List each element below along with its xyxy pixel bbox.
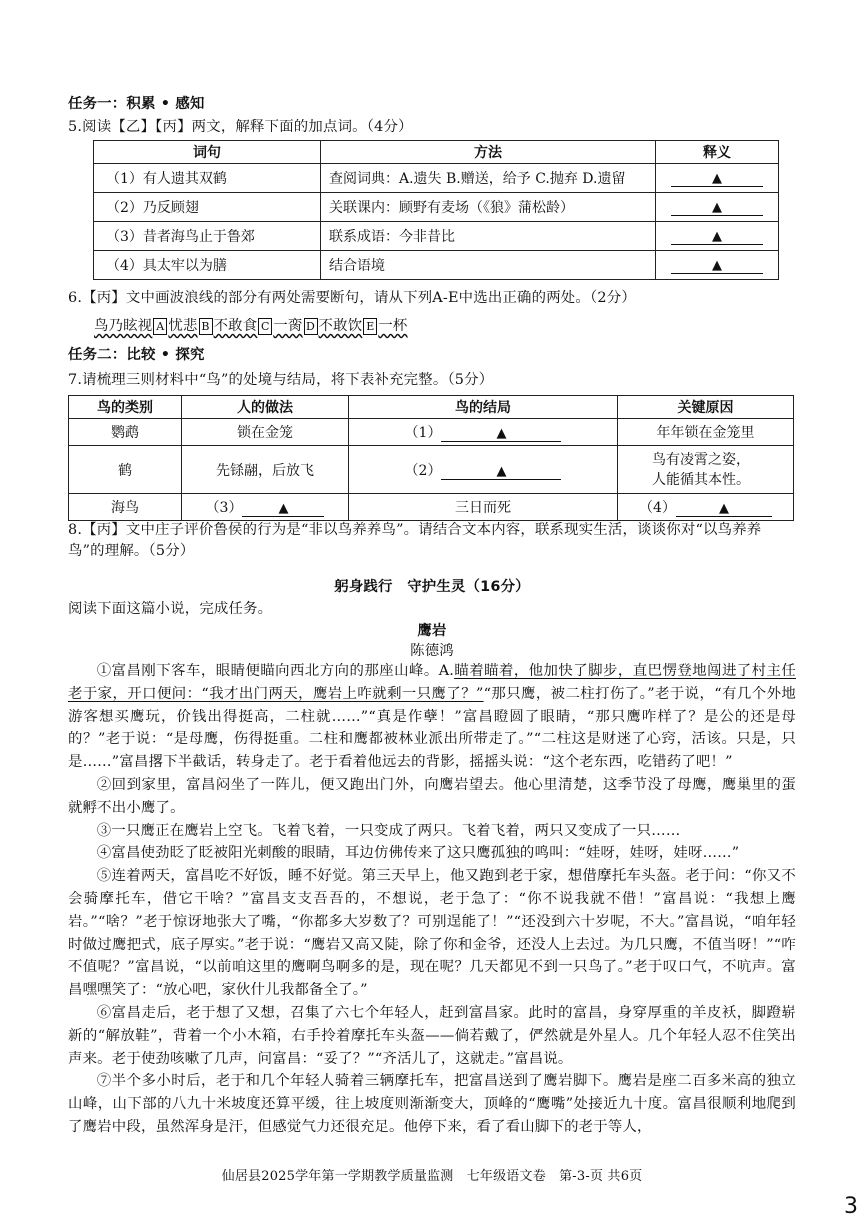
q5-method: 结合语境: [321, 251, 656, 280]
q7-header-action: 人的做法: [182, 396, 349, 419]
q6-marker[interactable]: B: [199, 318, 213, 335]
story-body: [68, 660, 796, 1139]
q7-answer-blank[interactable]: [242, 500, 324, 517]
paragraph-text: ①富昌刚下客车，眼睛便瞄向西北方向的那座山峰。A.: [96, 663, 455, 679]
q7-answer-blank[interactable]: [441, 463, 561, 480]
q5-phrase: （3）昔者海鸟止于鲁郊: [94, 222, 321, 251]
q7-action-cell: [182, 494, 349, 521]
q7-blank-label: （2）: [404, 462, 442, 479]
q7-reason-line: 鸟有凌霄之姿，: [652, 451, 750, 468]
q7-table: [68, 395, 794, 521]
q7-row: [69, 419, 794, 446]
q7-bird: 海鸟: [69, 494, 182, 521]
q6-marker[interactable]: D: [304, 318, 318, 335]
q6-part: 一杯: [378, 318, 408, 334]
q6-part: 鸟乃眩视: [94, 318, 153, 334]
q5-table: [93, 140, 779, 280]
q5-method: 关联课内：顾野有麦场（《狼》蒲松龄）: [321, 193, 656, 222]
q7-header-reason: 关键原因: [618, 396, 794, 419]
story-title: 鹰岩: [417, 623, 447, 639]
q5-answer-cell: [656, 251, 779, 280]
story-paragraph: [68, 660, 796, 774]
q6-part: 忧悲: [168, 318, 198, 334]
q7-reason-line: 人能循其本性。: [652, 471, 750, 488]
task1-title: 任务一：积累 • 感知: [68, 96, 205, 112]
story-paragraph: ③一只鹰正在鹰岩上空飞。飞着飞着，一只变成了两只。飞着飞着，两只又变成了一只……: [96, 822, 681, 839]
q7-reason-cell: [618, 446, 794, 494]
q7-bird: 鹦鹉: [69, 419, 182, 446]
q5-phrase: （1）有人遗其双鹤: [94, 164, 321, 193]
q5-phrase: （2）乃反顾翅: [94, 193, 321, 222]
q5-answer-blank[interactable]: [671, 228, 763, 245]
q7-result-cell: [349, 446, 618, 494]
q6-stem: 6.【丙】文中画波浪线的部分有两处需要断句，请从下列A-E中选出正确的两处。（2分）: [68, 290, 636, 306]
q7-reason-cell: [618, 494, 794, 521]
q5-phrase: （4）具太牢以为膳: [94, 251, 321, 280]
q5-row: [94, 251, 779, 280]
q7-action: 锁在金笼: [182, 419, 349, 446]
q7-blank-label: （1）: [404, 425, 442, 441]
page-footer: 仙居县2025学年第一学期教学质量监测 七年级语文卷 第-3-页 共6页: [221, 1169, 643, 1184]
story-paragraph: ②回到家里，富昌闷坐了一阵儿，便又跑出门外，向鹰岩望去。他心里清楚，这季节没了母鹰，鹰巢里的蛋就孵不出小鹰了。: [68, 776, 796, 816]
q7-action: 先铩翮，后放飞: [182, 446, 349, 494]
q5-header-meaning: 释义: [656, 141, 779, 164]
answer-triangle-icon: ▲: [712, 170, 722, 186]
q7-row: [69, 494, 794, 521]
paragraph-text: “那只鹰，被二柱打伤了。”老于说，“有几个外地游客想买鹰玩，价钱出得挺高，二柱就……”“真是作孽！”富昌瞪圆了眼睛，“那只鹰咋样了？是公的还是母的？”老于说：“是母鹰，伤得挺重。二柱和鹰都被林业派出所带走了。”“二柱这是财迷了心窍，活该。只是，只是……”富昌撂下半截话，转身走了。老于看着他远去的背影，摇摇头说：“这个老东西，吃错药了吧！”: [68, 685, 796, 771]
answer-triangle-icon: ▲: [712, 257, 722, 273]
q5-row: [94, 193, 779, 222]
q7-result-cell: [349, 419, 618, 446]
answer-triangle-icon: ▲: [712, 199, 722, 215]
q6-marker[interactable]: E: [363, 318, 377, 335]
q8-stem: 8.【丙】文中庄子评价鲁侯的行为是“非以鸟养养鸟”。请结合文本内容，联系现实生活，谈谈你对“以鸟养养鸟”的理解。（5分）: [68, 522, 762, 559]
story-paragraph: ④富昌使劲眨了眨被阳光刺酸的眼睛，耳边仿佛传来了这只鹰孤独的鸣叫：“娃呀，娃呀，娃呀……”: [96, 845, 740, 862]
task2-title: 任务二：比较 • 探究: [68, 347, 205, 363]
answer-triangle-icon: ▲: [496, 463, 507, 479]
q6-part: 一脔: [273, 318, 303, 334]
q7-answer-blank[interactable]: [441, 425, 561, 442]
q7-blank-label: （4）: [639, 500, 676, 516]
answer-triangle-icon: ▲: [712, 228, 722, 244]
q6-part: 不敢食: [213, 318, 258, 334]
q5-row: [94, 164, 779, 193]
q6-part: 不敢饮: [318, 318, 363, 334]
underlined-sentence: 瞄着瞄着，他加快了脚步，直巴愣登地闯进了村主任老于家，开口便问：“我才出门两天，鹰岩上咋就剩一只鹰了？”: [68, 663, 796, 702]
story-author: 陈德鸿: [410, 643, 454, 659]
q7-reason: 年年锁在金笼里: [618, 419, 794, 446]
q7-row: [69, 446, 794, 494]
q5-header-phrase: 词句: [94, 141, 321, 164]
q5-header-method: 方法: [321, 141, 656, 164]
q5-row: [94, 222, 779, 251]
q7-blank-label: （3）: [205, 500, 243, 516]
q5-answer-blank[interactable]: [671, 199, 763, 216]
q6-sentence: [94, 316, 822, 337]
q7-header-result: 鸟的结局: [349, 396, 618, 419]
q5-method: 联系成语：今非昔比: [321, 222, 656, 251]
q5-answer-cell: [656, 164, 779, 193]
q6-marker[interactable]: A: [153, 318, 167, 335]
q7-result: 三日而死: [349, 494, 618, 521]
section-intro: 阅读下面这篇小说，完成任务。: [68, 601, 273, 617]
q7-answer-blank[interactable]: [676, 500, 772, 517]
page-number: 3: [844, 1194, 858, 1219]
q7-bird: 鹤: [69, 446, 182, 494]
story-paragraph: ⑥富昌走后，老于想了又想，召集了六七个年轻人，赶到富昌家。此时的富昌，身穿厚重的羊皮袄，脚蹬崭新的“解放鞋”，背着一个小木箱，右手拎着摩托车头盔——倘若戴了，俨然就是外星人。几个年轻人忍不住笑出声来。老于使劲咳嗽了几声，问富昌：“妥了？”“齐活儿了，这就走。”富昌说。: [68, 1004, 796, 1067]
story-paragraph: ⑤连着两天，富昌吃不好饭，睡不好觉。第三天早上，他又跑到老于家，想借摩托车头盔。老于问：“你又不会骑摩托车，借它干啥？”富昌支支吾吾的，不想说，老于急了：“你不说我就不借！”富昌说：“我想上鹰岩。”“啥？”老于惊讶地张大了嘴，“你都多大岁数了？可别逞能了！”“还没到六十岁呢，不大。”富昌说，“咱年轻时做过鹰把式，底子厚实。”老于说：“鹰岩又高又陡，除了你和金爷，还没人上去过。为几只鹰，不值当呀！”“咋不值呢？”富昌说，“以前咱这里的鹰啊鸟啊多的是，现在呢？几天都见不到一只鸟了。”老于叹口气，不吭声。富昌嘿嘿笑了：“放心吧，家伙什儿我都备全了。”: [68, 868, 796, 999]
q7-stem: 7.请梳理三则材料中“鸟”的处境与结局，将下表补充完整。（5分）: [68, 372, 494, 388]
answer-triangle-icon: ▲: [278, 501, 289, 516]
story-paragraph: ⑦半个多小时后，老于和几个年轻人骑着三辆摩托车，把富昌送到了鹰岩脚下。鹰岩是座二百多米高的独立山峰，山下部的八九十米坡度还算平缓，往上坡度则渐渐变大，顶峰的“鹰嘴”处接近九十度。富昌很顺利地爬到了鹰岩中段，虽然浑身是汗，但感觉气力还很充足。他停下来，看了看山脚下的老于等人，: [68, 1073, 796, 1135]
q5-method: 查阅词典：A.遗失 B.赠送，给予 C.抛弃 D.遗留: [321, 164, 656, 193]
answer-triangle-icon: ▲: [718, 501, 729, 516]
q5-stem: 5.阅读【乙】【丙】两文，解释下面的加点词。（4分）: [68, 119, 413, 135]
q5-answer-cell: [656, 193, 779, 222]
section-title: 躬身践行 守护生灵（16分）: [334, 579, 530, 595]
q7-header-bird: 鸟的类别: [69, 396, 182, 419]
q6-marker[interactable]: C: [258, 318, 272, 335]
answer-triangle-icon: ▲: [496, 426, 507, 441]
q5-header-row: [94, 141, 779, 164]
q5-answer-blank[interactable]: [671, 257, 763, 274]
q7-header-row: [69, 396, 794, 419]
q5-answer-blank[interactable]: [671, 170, 763, 187]
q5-answer-cell: [656, 222, 779, 251]
